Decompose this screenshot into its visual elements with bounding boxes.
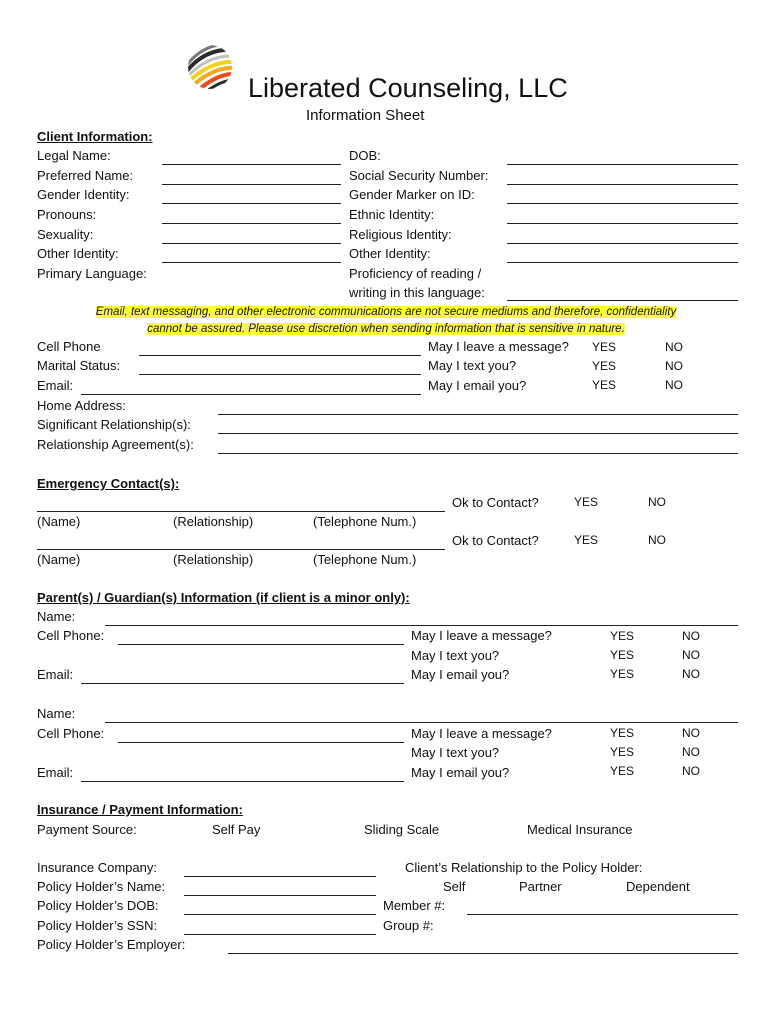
guardian-1-text-question: May I text you? bbox=[411, 648, 500, 663]
privacy-notice-line2: cannot be assured. Please use discretion when sending information that is sensitive in nature. bbox=[147, 323, 625, 335]
ethnic-identity-label: Ethnic Identity: bbox=[349, 207, 435, 222]
guardian-1-text-yes[interactable]: YES bbox=[610, 648, 635, 662]
insurance-company-field[interactable] bbox=[184, 862, 376, 877]
dob-label: DOB: bbox=[349, 148, 381, 163]
proficiency-label-line2: writing in this language: bbox=[349, 285, 485, 300]
primary-language-label: Primary Language: bbox=[37, 266, 147, 281]
other-identity-right-label: Other Identity: bbox=[349, 246, 431, 261]
client-relationship-label: Client’s Relationship to the Policy Holder: bbox=[405, 860, 643, 875]
form-subtitle: Information Sheet bbox=[306, 107, 425, 124]
guardian-heading: Parent(s) / Guardian(s) Information (if client is a minor only): bbox=[37, 590, 410, 605]
emergency-1-phone-caption: (Telephone Num.) bbox=[313, 514, 417, 529]
guardian-1-email-label: Email: bbox=[37, 667, 74, 682]
pronouns-label: Pronouns: bbox=[37, 207, 97, 222]
emergency-2-phone-caption: (Telephone Num.) bbox=[313, 552, 417, 567]
relationship-option-dependent[interactable]: Dependent bbox=[626, 879, 690, 894]
home-address-label: Home Address: bbox=[37, 398, 126, 413]
emergency-1-name-caption: (Name) bbox=[37, 514, 81, 529]
email-no[interactable]: NO bbox=[665, 378, 683, 392]
payment-option-self-pay[interactable]: Self Pay bbox=[212, 822, 261, 837]
guardian-2-text-question: May I text you? bbox=[411, 745, 500, 760]
guardian-2-leave-message-no[interactable]: NO bbox=[682, 726, 700, 740]
group-number-label: Group #: bbox=[383, 918, 434, 933]
guardian-2-name-field[interactable] bbox=[105, 708, 738, 723]
other-identity-label: Other Identity: bbox=[37, 246, 119, 261]
policy-holder-employer-label: Policy Holder’s Employer: bbox=[37, 937, 186, 952]
privacy-notice bbox=[36, 304, 736, 338]
proficiency-field[interactable] bbox=[507, 286, 738, 301]
emergency-contact-2-field[interactable] bbox=[37, 535, 445, 550]
emergency-1-no[interactable]: NO bbox=[648, 495, 666, 509]
gender-identity-field[interactable] bbox=[162, 189, 341, 204]
guardian-1-name-label: Name: bbox=[37, 609, 76, 624]
emergency-2-yes[interactable]: YES bbox=[574, 533, 599, 547]
gender-marker-field[interactable] bbox=[507, 189, 738, 204]
emergency-2-relationship-caption: (Relationship) bbox=[173, 552, 254, 567]
marital-status-label: Marital Status: bbox=[37, 358, 121, 373]
email-field[interactable] bbox=[81, 380, 421, 395]
relationship-option-self[interactable]: Self bbox=[443, 879, 466, 894]
guardian-2-email-yes[interactable]: YES bbox=[610, 764, 635, 778]
dob-field[interactable] bbox=[507, 150, 738, 165]
guardian-1-text-no[interactable]: NO bbox=[682, 648, 700, 662]
guardian-2-cell-field[interactable] bbox=[118, 728, 404, 743]
text-question: May I text you? bbox=[428, 358, 517, 373]
member-number-label: Member #: bbox=[383, 898, 446, 913]
guardian-2-cell-label: Cell Phone: bbox=[37, 726, 105, 741]
client-info-heading: Client Information: bbox=[37, 129, 153, 144]
guardian-2-email-label: Email: bbox=[37, 765, 74, 780]
legal-name-label: Legal Name: bbox=[37, 148, 111, 163]
emergency-1-ok-to-contact: Ok to Contact? bbox=[452, 495, 539, 510]
insurance-heading: Insurance / Payment Information: bbox=[37, 802, 243, 817]
policy-holder-dob-field[interactable] bbox=[184, 900, 376, 915]
email-label: Email: bbox=[37, 378, 74, 393]
policy-holder-name-field[interactable] bbox=[184, 881, 376, 896]
member-number-field[interactable] bbox=[467, 900, 738, 915]
guardian-2-leave-message-question: May I leave a message? bbox=[411, 726, 552, 741]
guardian-1-email-no[interactable]: NO bbox=[682, 667, 700, 681]
preferred-name-field[interactable] bbox=[162, 170, 341, 185]
leave-message-yes[interactable]: YES bbox=[592, 340, 617, 354]
leave-message-question: May I leave a message? bbox=[428, 339, 569, 354]
guardian-2-email-field[interactable] bbox=[81, 767, 404, 782]
proficiency-label-line1: Proficiency of reading / bbox=[349, 266, 482, 281]
payment-option-medical-insurance[interactable]: Medical Insurance bbox=[527, 822, 633, 837]
religious-identity-label: Religious Identity: bbox=[349, 227, 452, 242]
significant-relationships-field[interactable] bbox=[218, 419, 738, 434]
guardian-1-cell-field[interactable] bbox=[118, 630, 404, 645]
relationship-agreements-field[interactable] bbox=[218, 439, 738, 454]
home-address-field[interactable] bbox=[218, 400, 738, 415]
policy-holder-dob-label: Policy Holder’s DOB: bbox=[37, 898, 159, 913]
legal-name-field[interactable] bbox=[162, 150, 341, 165]
emergency-2-name-caption: (Name) bbox=[37, 552, 81, 567]
pronouns-field[interactable] bbox=[162, 209, 341, 224]
policy-holder-name-label: Policy Holder’s Name: bbox=[37, 879, 166, 894]
emergency-2-no[interactable]: NO bbox=[648, 533, 666, 547]
relationship-option-partner[interactable]: Partner bbox=[519, 879, 562, 894]
guardian-1-leave-message-yes[interactable]: YES bbox=[610, 629, 635, 643]
other-identity-right-field[interactable] bbox=[507, 248, 738, 263]
guardian-1-email-question: May I email you? bbox=[411, 667, 510, 682]
emergency-1-relationship-caption: (Relationship) bbox=[173, 514, 254, 529]
emergency-contacts-heading: Emergency Contact(s): bbox=[37, 476, 180, 491]
policy-holder-employer-field[interactable] bbox=[228, 939, 738, 954]
guardian-2-leave-message-yes[interactable]: YES bbox=[610, 726, 635, 740]
guardian-1-cell-label: Cell Phone: bbox=[37, 628, 105, 643]
cell-phone-field[interactable] bbox=[139, 341, 421, 356]
ssn-field[interactable] bbox=[507, 170, 738, 185]
emergency-contact-1-field[interactable] bbox=[37, 497, 445, 512]
relationship-agreements-label: Relationship Agreement(s): bbox=[37, 437, 194, 452]
other-identity-field[interactable] bbox=[162, 248, 341, 263]
leave-message-no[interactable]: NO bbox=[665, 340, 683, 354]
payment-source-label: Payment Source: bbox=[37, 822, 137, 837]
significant-relationships-label: Significant Relationship(s): bbox=[37, 417, 191, 432]
email-yes[interactable]: YES bbox=[592, 378, 617, 392]
cell-phone-label: Cell Phone bbox=[37, 339, 101, 354]
emergency-2-ok-to-contact: Ok to Contact? bbox=[452, 533, 539, 548]
org-name: Liberated Counseling, LLC bbox=[248, 73, 568, 103]
preferred-name-label: Preferred Name: bbox=[37, 168, 134, 183]
privacy-notice-line1: Email, text messaging, and other electronic communications are not secure mediums and therefore, confidentiality bbox=[95, 306, 677, 318]
guardian-1-name-field[interactable] bbox=[105, 611, 738, 626]
sexuality-label: Sexuality: bbox=[37, 227, 94, 242]
sexuality-field[interactable] bbox=[162, 229, 341, 244]
logo-icon bbox=[186, 42, 238, 92]
guardian-1-email-yes[interactable]: YES bbox=[610, 667, 635, 681]
emergency-1-yes[interactable]: YES bbox=[574, 495, 599, 509]
policy-holder-ssn-field[interactable] bbox=[184, 920, 376, 935]
payment-option-sliding-scale[interactable]: Sliding Scale bbox=[364, 822, 440, 837]
policy-holder-ssn-label: Policy Holder’s SSN: bbox=[37, 918, 158, 933]
guardian-1-leave-message-question: May I leave a message? bbox=[411, 628, 552, 643]
gender-identity-label: Gender Identity: bbox=[37, 187, 130, 202]
text-no[interactable]: NO bbox=[665, 359, 683, 373]
guardian-1-leave-message-no[interactable]: NO bbox=[682, 629, 700, 643]
guardian-2-text-no[interactable]: NO bbox=[682, 745, 700, 759]
ethnic-identity-field[interactable] bbox=[507, 209, 738, 224]
guardian-2-text-yes[interactable]: YES bbox=[610, 745, 635, 759]
guardian-2-email-question: May I email you? bbox=[411, 765, 510, 780]
gender-marker-label: Gender Marker on ID: bbox=[349, 187, 475, 202]
ssn-label: Social Security Number: bbox=[349, 168, 489, 183]
religious-identity-field[interactable] bbox=[507, 229, 738, 244]
text-yes[interactable]: YES bbox=[592, 359, 617, 373]
guardian-1-email-field[interactable] bbox=[81, 669, 404, 684]
email-question: May I email you? bbox=[428, 378, 527, 393]
guardian-2-name-label: Name: bbox=[37, 706, 76, 721]
insurance-company-label: Insurance Company: bbox=[37, 860, 157, 875]
marital-status-field[interactable] bbox=[139, 360, 421, 375]
guardian-2-email-no[interactable]: NO bbox=[682, 764, 700, 778]
